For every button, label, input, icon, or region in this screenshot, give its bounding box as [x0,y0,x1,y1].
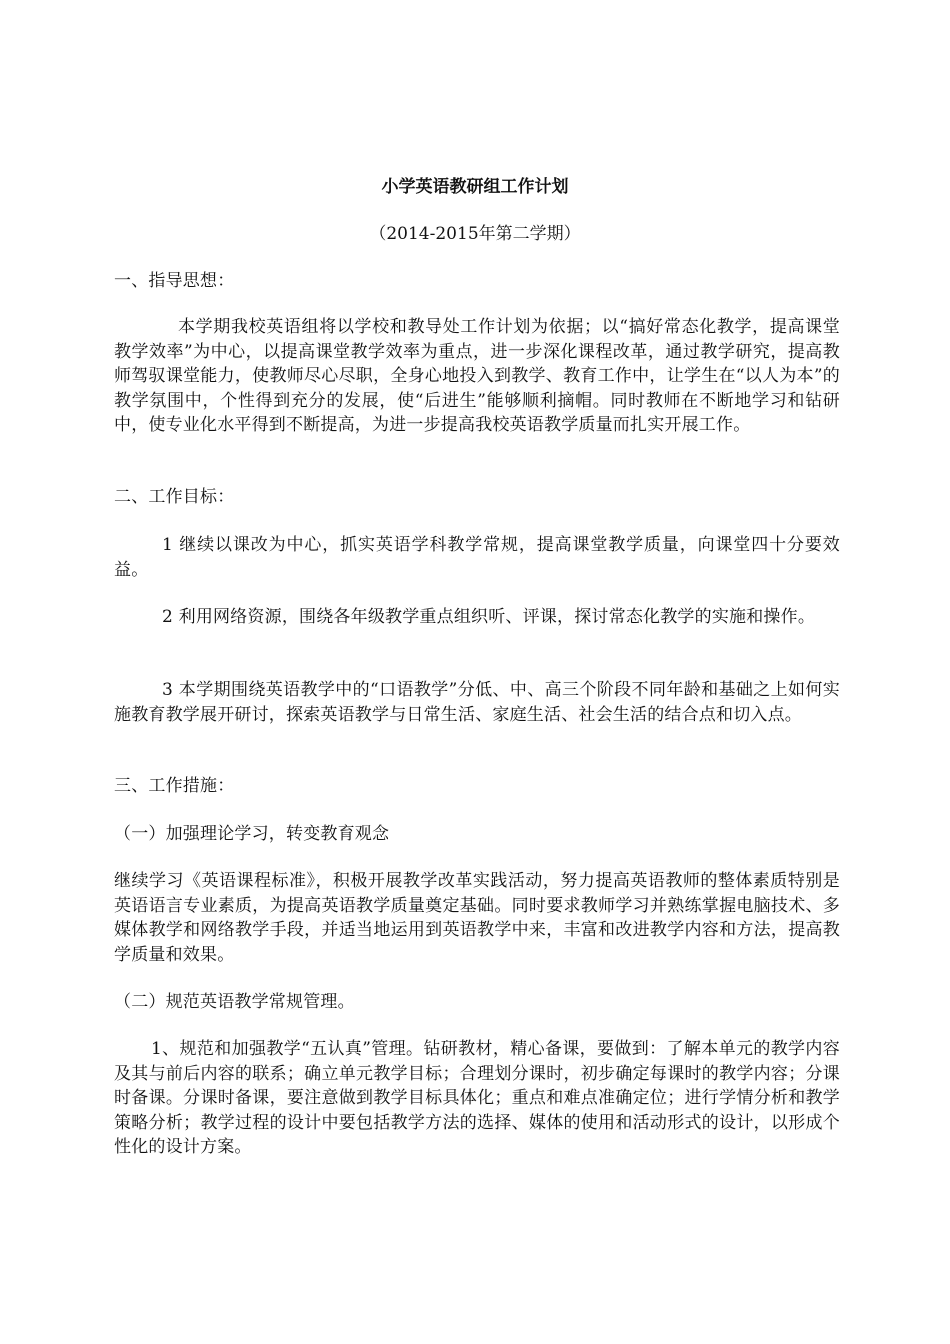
subsection1-heading: （一）加强理论学习，转变教育观念 [114,824,390,844]
section3-heading: 三、工作措施： [114,776,235,796]
section2-heading: 二、工作目标： [114,487,235,507]
subsection1-paragraph: 继续学习《英语课程标准》，积极开展教学改革实践活动，努力提高英语教师的整体素质特别是英语语言专业素质，为提高英语教学质量奠定基础。同时要求教师学习并熟练掌握电脑技术、多媒体教学和网络教学手段，并适当地运用到英语教学中来，丰富和改进教学内容和方法，提高教学质量和效果。 [114,871,840,965]
section1-paragraph: 本学期我校英语组将以学校和教导处工作计划为依据；以“搞好常态化教学，提高课堂教学效率”为中心，以提高课堂教学效率为重点，进一步深化课程改革，通过教学研究，提高教师驾驭课堂能力，使教师尽心尽职，全身心地投入到教学、教育工作中，让学生在“以人为本”的教学氛围中，个性得到充分的发展，使“后进生”能够顺利摘帽。同时教师在不断地学习和钻研中，使专业化水平得到不断提高，为进一步提高我校英语教学质量而扎实开展工作。 [114,317,840,435]
goal-3: 3 本学期围绕英语教学中的“口语教学”分低、中、高三个阶段不同年龄和基础之上如何实施教育教学展开研讨，探索英语教学与日常生活、家庭生活、社会生活的结合点和切入点。 [114,680,840,725]
subsection2-heading: （二）规范英语教学常规管理。 [114,992,355,1012]
document-title: 小学英语教研组工作计划 [381,177,569,197]
goal-1: 1 继续以课改为中心，抓实英语学科教学常规，提高课堂教学质量，向课堂四十分要效益。 [114,535,840,580]
goal-2: 2 利用网络资源，围绕各年级教学重点组织听、评课，探讨常态化教学的实施和操作。 [162,607,816,627]
document-subtitle: （2014-2015年第二学期） [369,224,581,244]
section1-heading: 一、指导思想： [114,271,235,291]
subsection2-paragraph: 1、规范和加强教学“五认真”管理。钻研教材，精心备课，要做到：了解本单元的教学内容及其与前后内容的联系；确立单元教学目标；合理划分课时，初步确定每课时的教学内容；分课时备课。分课时备课，要注意做到教学目标具体化；重点和难点准确定位；进行学情分析和教学策略分析；教学过程的设计中要包括教学方法的选择、媒体的使用和活动形式的设计，以形成个性化的设计方案。 [114,1039,840,1157]
